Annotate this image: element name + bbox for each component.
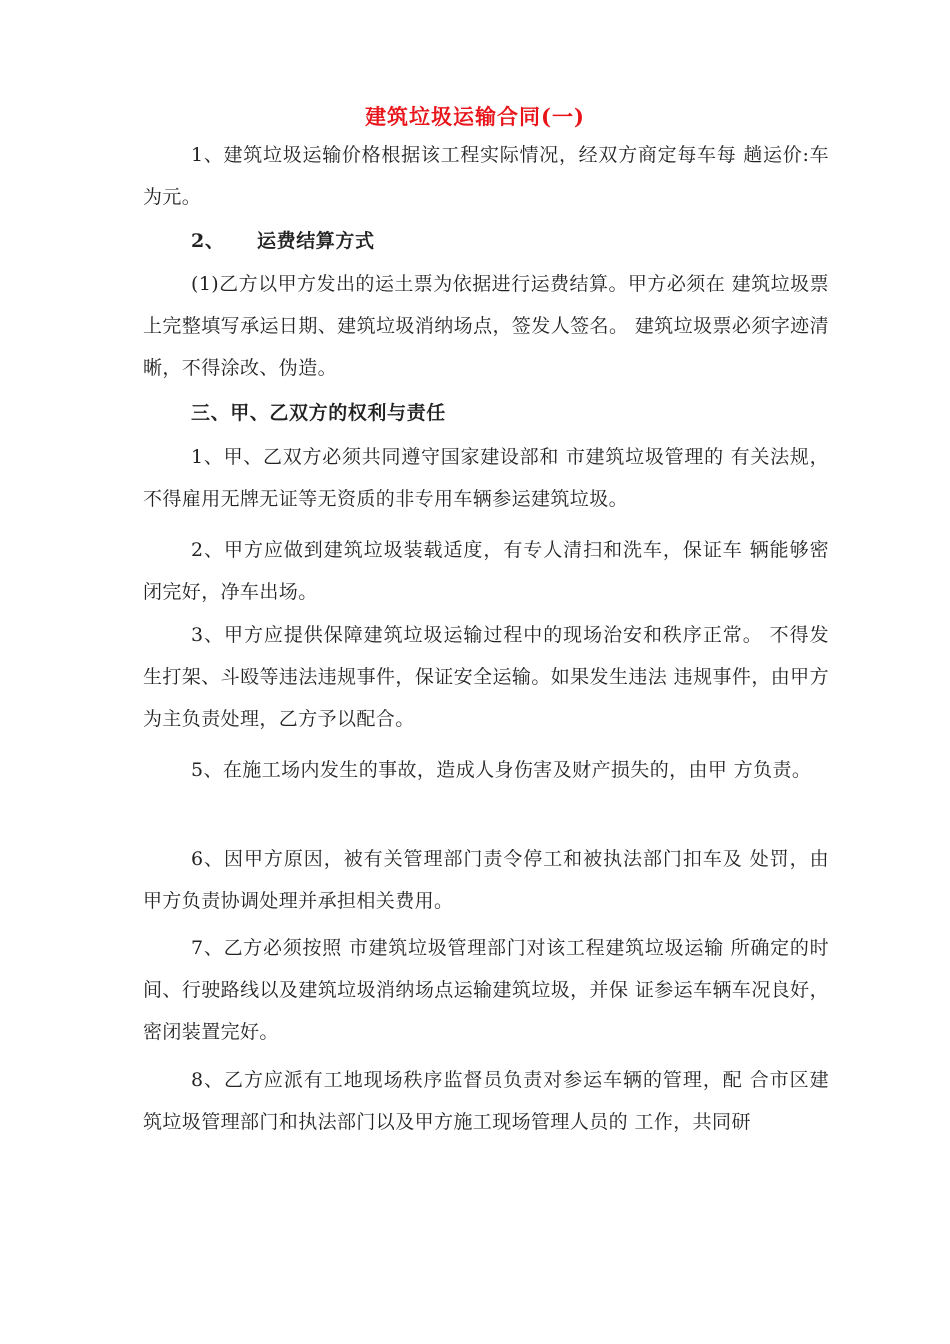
clause-price: 1、建筑垃圾运输价格根据该工程实际情况，经双方商定每车每 趟运价:车为元。 (143, 144, 829, 208)
clause-settlement-ticket: (1)乙方以甲方发出的运土票为依据进行运费结算。甲方必须在 建筑垃圾票上完整填写承运日期、建筑垃圾消纳场点，签发人签名。 建筑垃圾票必须字迹清晰，不得涂改、伪造。 (143, 273, 829, 379)
clause-regulations: 1、甲、乙双方必须共同遵守国家建设部和 市建筑垃圾管理的 有关法规，不得雇用无牌无证等无资质的非专用车辆参运建筑垃圾。 (143, 446, 829, 510)
clause-loading-cleaning: 2、甲方应做到建筑垃圾装载适度，有专人清扫和洗车，保证车 辆能够密闭完好，净车出场。 (143, 539, 829, 603)
section-heading-rights-duties (191, 392, 446, 434)
section-heading-freight-settlement (191, 220, 375, 262)
section-heading-number: 2、 (191, 230, 225, 252)
clause-site-security: 3、甲方应提供保障建筑垃圾运输过程中的现场治安和秩序正常。 不得发生打架、斗殴等违法违规事件，保证安全运输。如果发生违法 违规事件，由甲方为主负责处理，乙方予以配合。 (143, 624, 829, 730)
clause-accident-liability: 5、在施工场内发生的事故，造成人身伤害及财产损失的，由甲 方负责。 (191, 759, 812, 781)
section-heading-text: 运费结算方式 (257, 230, 375, 252)
section-heading-text: 三、甲、乙双方的权利与责任 (191, 402, 446, 424)
clause-route-compliance: 7、乙方必须按照 市建筑垃圾管理部门对该工程建筑垃圾运输 所确定的时间、行驶路线以及建筑垃圾消纳场点运输建筑垃圾，并保 证参运车辆车况良好，密闭装置完好。 (143, 937, 829, 1043)
clause-site-supervisor: 8、乙方应派有工地现场秩序监督员负责对参运车辆的管理，配 合市区建筑垃圾管理部门和执法部门以及甲方施工现场管理人员的 工作，共同研 (143, 1069, 829, 1133)
clause-work-stoppage: 6、因甲方原因，被有关管理部门责令停工和被执法部门扣车及 处罚，由甲方负责协调处理并承担相关费用。 (143, 848, 829, 912)
document-title: 建筑垃圾运输合同(一) (365, 104, 585, 130)
